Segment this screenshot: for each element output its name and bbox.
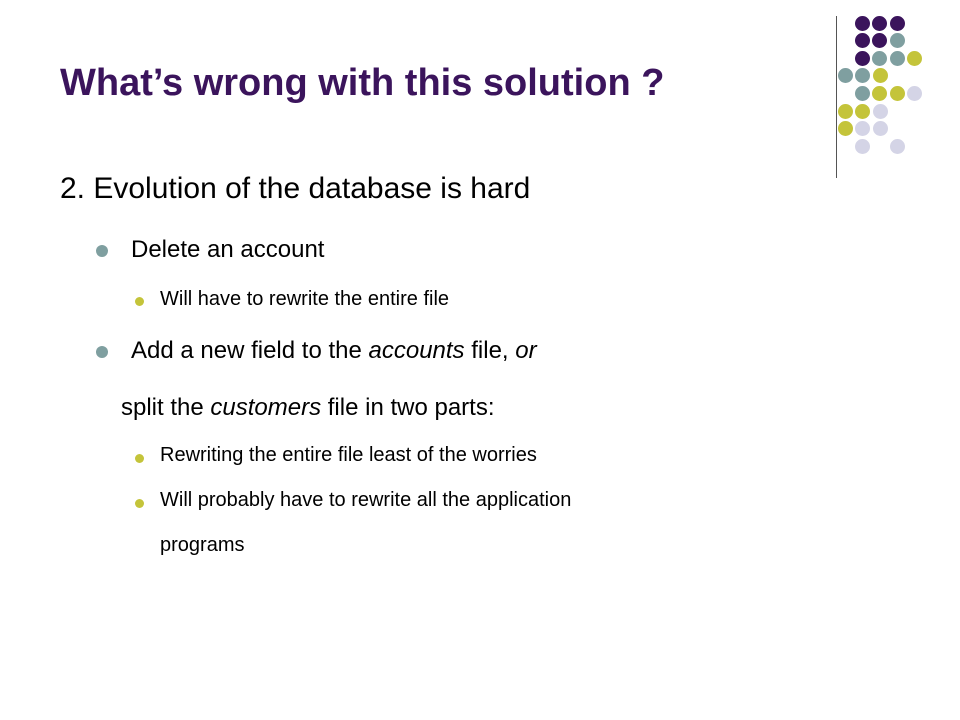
title-divider	[836, 16, 837, 178]
sub-bullet-rewrite-applications: Will probably have to rewrite all the application	[160, 489, 572, 511]
sub-bullet-dot	[135, 297, 144, 306]
sub-bullet-rewriting-least-worries: Rewriting the entire file least of the worries	[160, 444, 537, 466]
decorative-dot	[855, 68, 870, 83]
decorative-dot	[890, 16, 905, 31]
decorative-dot	[873, 121, 888, 136]
bullet-split-customers: split the customers file in two parts:	[121, 394, 495, 421]
decorative-dot	[890, 33, 905, 48]
section-heading: 2. Evolution of the database is hard	[60, 172, 531, 205]
decorative-dot	[855, 104, 870, 119]
decorative-dot	[890, 51, 905, 66]
sub-bullet-programs-continued: programs	[160, 534, 245, 556]
slide-title: What’s wrong with this solution ?	[60, 62, 665, 104]
decorative-dot	[872, 51, 887, 66]
decorative-dot	[838, 121, 853, 136]
decorative-dot	[872, 33, 887, 48]
decorative-dot	[838, 68, 853, 83]
decorative-dot	[855, 51, 870, 66]
bullet-add-field: Add a new field to the accounts file, or	[131, 337, 537, 364]
decorative-dot	[855, 33, 870, 48]
sub-bullet-dot	[135, 499, 144, 508]
bullet-dot	[96, 346, 108, 358]
decorative-dot	[890, 139, 905, 154]
sub-bullet-dot	[135, 454, 144, 463]
decorative-dot	[872, 16, 887, 31]
decorative-dot	[855, 86, 870, 101]
decorative-dot	[838, 104, 853, 119]
decorative-dot	[907, 51, 922, 66]
decorative-dot	[907, 86, 922, 101]
decorative-dot	[855, 16, 870, 31]
decorative-dot	[873, 104, 888, 119]
decorative-dot	[855, 139, 870, 154]
sub-bullet-rewrite-file: Will have to rewrite the entire file	[160, 288, 450, 310]
decorative-dot	[872, 86, 887, 101]
bullet-dot	[96, 245, 108, 257]
decorative-dot	[873, 68, 888, 83]
bullet-delete-account: Delete an account	[131, 236, 325, 263]
decorative-dot	[855, 121, 870, 136]
decorative-dot	[890, 86, 905, 101]
